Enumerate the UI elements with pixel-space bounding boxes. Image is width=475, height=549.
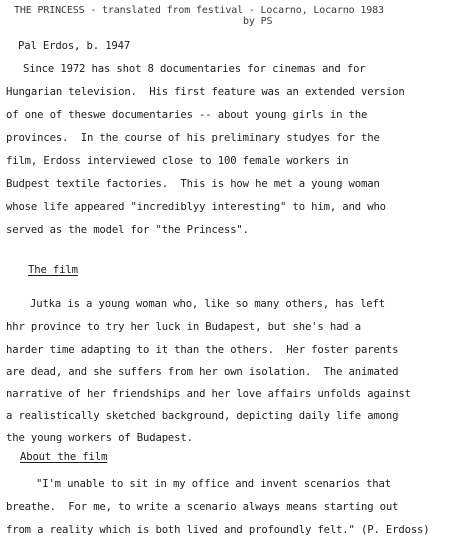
paragraph-line: Hungarian television. His first feature was an extended version bbox=[6, 86, 405, 98]
paragraph-line: Jutka is a young woman who, like so many others, has left bbox=[30, 298, 385, 310]
paragraph-line: of one of theswe documentaries -- about young girls in the bbox=[6, 109, 368, 121]
author-line: Pal Erdos, b. 1947 bbox=[18, 40, 131, 52]
paragraph-line: Budpest textile factories. This is how he met a young woman bbox=[6, 178, 380, 190]
paragraph-line: are dead, and she suffers from her own isolation. The animated bbox=[6, 366, 399, 378]
paragraph-line: hhr province to try her luck in Budapest, but she's had a bbox=[6, 321, 361, 333]
section-heading-the-film: The film bbox=[28, 264, 78, 276]
paragraph-line: breathe. For me, to write a scenario always means starting out bbox=[6, 501, 399, 513]
paragraph-line: the young workers of Budapest. bbox=[6, 432, 193, 444]
paragraph-line: a realistically sketched background, depicting daily life among bbox=[6, 410, 399, 422]
page-header-title: THE PRINCESS - translated from festival - Locarno, Locarno 1983 bbox=[14, 5, 384, 16]
paragraph-line: film, Erdoss interviewed close to 100 female workers in bbox=[6, 155, 349, 167]
paragraph-line: narrative of her friendships and her love affairs unfolds against bbox=[6, 388, 411, 400]
paragraph-line: served as the model for "the Princess". bbox=[6, 224, 249, 236]
paragraph-line: "I'm unable to sit in my office and invent scenarios that bbox=[36, 478, 391, 490]
page-header-byline: by PS bbox=[243, 16, 273, 27]
paragraph-line: from a reality which is both lived and profoundly felt." (P. Erdoss) bbox=[6, 524, 430, 536]
paragraph-line: whose life appeared "incrediblyy interesting" to him, and who bbox=[6, 201, 386, 213]
paragraph-line: Since 1972 has shot 8 documentaries for cinemas and for bbox=[23, 63, 366, 75]
section-heading-about-the-film: About the film bbox=[20, 451, 108, 463]
paragraph-line: provinces. In the course of his preliminary studyes for the bbox=[6, 132, 380, 144]
paragraph-line: harder time adapting to it than the others. Her foster parents bbox=[6, 344, 399, 356]
